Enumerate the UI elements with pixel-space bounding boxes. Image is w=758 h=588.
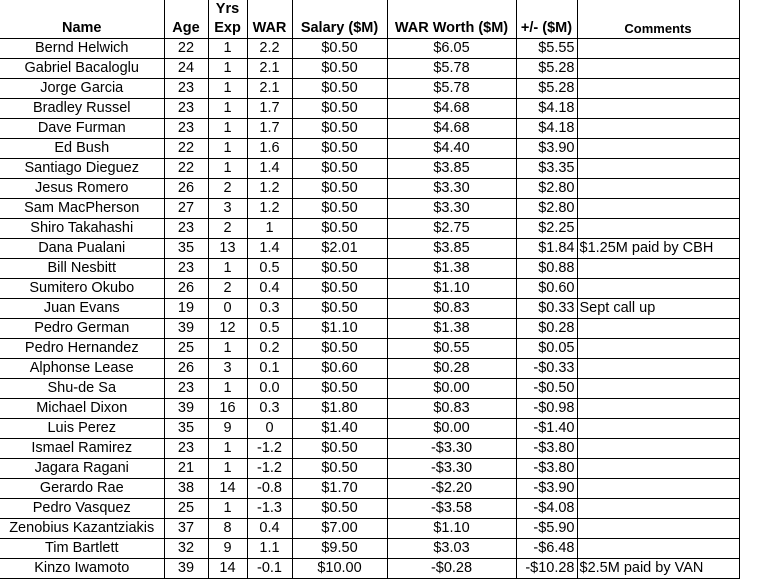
cell-exp[interactable]: 1 [208,439,247,459]
cell-exp[interactable]: 2 [208,279,247,299]
cell-age[interactable]: 23 [164,119,208,139]
cell-war[interactable]: 0.3 [247,299,292,319]
cell-war-worth[interactable]: $1.38 [387,319,516,339]
cell-exp[interactable]: 1 [208,119,247,139]
table-row [0,219,739,239]
cell-exp[interactable]: 1 [208,379,247,399]
cell-salary[interactable]: $0.50 [292,39,387,59]
cell-age[interactable]: 22 [164,139,208,159]
cell-plus-minus[interactable]: $0.88 [516,259,577,279]
cell-comment[interactable]: Sept call up [577,299,739,319]
cell-age[interactable]: 25 [164,499,208,519]
cell-age[interactable]: 24 [164,59,208,79]
cell-war[interactable]: 0.1 [247,359,292,379]
cell-plus-minus[interactable]: -$6.48 [516,539,577,559]
cell-age[interactable]: 39 [164,399,208,419]
cell-war[interactable]: 0.5 [247,319,292,339]
cell-comment[interactable]: $1.25M paid by CBH [577,239,739,259]
table-row [0,259,739,279]
table-row [0,119,739,139]
cell-salary[interactable]: $0.50 [292,339,387,359]
cell-exp[interactable]: 2 [208,219,247,239]
cell-war[interactable]: 0.3 [247,399,292,419]
cell-war[interactable]: 0.4 [247,519,292,539]
cell-comment[interactable] [577,339,739,359]
cell-war[interactable]: 1.1 [247,539,292,559]
cell-exp[interactable]: 8 [208,519,247,539]
cell-age[interactable]: 25 [164,339,208,359]
table-row [0,399,739,419]
cell-war[interactable]: 1.2 [247,199,292,219]
table-row [0,559,739,579]
cell-exp[interactable]: 9 [208,539,247,559]
cell-plus-minus[interactable]: $2.25 [516,219,577,239]
cell-comment[interactable] [577,79,739,99]
cell-exp[interactable]: 14 [208,559,247,579]
table-row [0,459,739,479]
cell-name[interactable]: Pedro German [0,319,164,339]
cell-age[interactable]: 23 [164,439,208,459]
table-row [0,419,739,439]
cell-war-worth[interactable]: $3.85 [387,239,516,259]
cell-plus-minus[interactable]: $0.05 [516,339,577,359]
cell-war[interactable]: 0.4 [247,279,292,299]
cell-name[interactable]: Sumitero Okubo [0,279,164,299]
header-salary[interactable]: Salary ($M) [292,0,387,39]
cell-name[interactable]: Shiro Takahashi [0,219,164,239]
cell-plus-minus[interactable]: $2.80 [516,179,577,199]
table-row [0,359,739,379]
cell-exp[interactable]: 1 [208,159,247,179]
cell-salary[interactable]: $0.50 [292,379,387,399]
cell-comment[interactable] [577,399,739,419]
table-row [0,139,739,159]
cell-war-worth[interactable]: $1.10 [387,279,516,299]
cell-salary[interactable]: $0.50 [292,459,387,479]
cell-comment[interactable] [577,279,739,299]
cell-name[interactable]: Bernd Helwich [0,39,164,59]
cell-age[interactable]: 39 [164,559,208,579]
cell-war[interactable]: 1.4 [247,239,292,259]
cell-comment[interactable] [577,359,739,379]
cell-salary[interactable]: $0.50 [292,499,387,519]
cell-war-worth[interactable]: $0.28 [387,359,516,379]
cell-name[interactable]: Tim Bartlett [0,539,164,559]
cell-comment[interactable] [577,479,739,499]
cell-name[interactable]: Jorge Garcia [0,79,164,99]
cell-war[interactable]: -1.2 [247,439,292,459]
cell-name[interactable]: Kinzo Iwamoto [0,559,164,579]
cell-plus-minus[interactable]: -$3.80 [516,459,577,479]
cell-comment[interactable] [577,259,739,279]
cell-age[interactable]: 37 [164,519,208,539]
cell-name[interactable]: Jagara Ragani [0,459,164,479]
cell-name[interactable]: Michael Dixon [0,399,164,419]
cell-war-worth[interactable]: $3.30 [387,199,516,219]
cell-war-worth[interactable]: $4.40 [387,139,516,159]
cell-war-worth[interactable]: $0.83 [387,299,516,319]
cell-plus-minus[interactable]: $2.80 [516,199,577,219]
cell-war[interactable]: 1 [247,219,292,239]
cell-comment[interactable] [577,99,739,119]
cell-salary[interactable]: $0.50 [292,219,387,239]
cell-age[interactable]: 23 [164,99,208,119]
table-row [0,539,739,559]
cell-war-worth[interactable]: $0.83 [387,399,516,419]
cell-salary[interactable]: $10.00 [292,559,387,579]
cell-name[interactable]: Shu-de Sa [0,379,164,399]
cell-age[interactable]: 27 [164,199,208,219]
cell-age[interactable]: 23 [164,219,208,239]
cell-war[interactable]: 0 [247,419,292,439]
cell-comment[interactable] [577,159,739,179]
cell-war[interactable]: -0.8 [247,479,292,499]
cell-exp[interactable]: 2 [208,179,247,199]
cell-name[interactable]: Pedro Vasquez [0,499,164,519]
cell-war-worth[interactable]: $5.78 [387,79,516,99]
cell-exp[interactable]: 9 [208,419,247,439]
header-war-worth[interactable]: WAR Worth ($M) [387,0,516,39]
cell-age[interactable]: 23 [164,79,208,99]
cell-comment[interactable] [577,459,739,479]
header-comments[interactable]: Comments [577,0,739,39]
cell-salary[interactable]: $0.50 [292,159,387,179]
cell-name[interactable]: Gabriel Bacaloglu [0,59,164,79]
header-war[interactable]: WAR [247,0,292,39]
cell-war-worth[interactable]: $5.78 [387,59,516,79]
cell-war[interactable]: 1.4 [247,159,292,179]
cell-name[interactable]: Gerardo Rae [0,479,164,499]
table-row [0,199,739,219]
cell-plus-minus[interactable]: -$1.40 [516,419,577,439]
cell-exp[interactable]: 0 [208,299,247,319]
cell-plus-minus[interactable]: $3.90 [516,139,577,159]
cell-war[interactable]: 1.7 [247,99,292,119]
cell-salary[interactable]: $2.01 [292,239,387,259]
cell-name[interactable]: Dana Pualani [0,239,164,259]
cell-plus-minus[interactable]: $0.28 [516,319,577,339]
cell-plus-minus[interactable]: -$5.90 [516,519,577,539]
cell-salary[interactable]: $7.00 [292,519,387,539]
cell-war[interactable]: 2.2 [247,39,292,59]
cell-war[interactable]: 2.1 [247,79,292,99]
cell-plus-minus[interactable]: -$4.08 [516,499,577,519]
cell-salary[interactable]: $0.50 [292,259,387,279]
cell-salary[interactable]: $0.50 [292,99,387,119]
cell-comment[interactable] [577,319,739,339]
cell-war-worth[interactable]: $0.00 [387,379,516,399]
cell-salary[interactable]: $0.50 [292,79,387,99]
cell-comment[interactable] [577,519,739,539]
table-row [0,59,739,79]
cell-exp[interactable]: 14 [208,479,247,499]
cell-war-worth[interactable]: $1.10 [387,519,516,539]
cell-war[interactable]: 1.7 [247,119,292,139]
cell-age[interactable]: 21 [164,459,208,479]
cell-name[interactable]: Ed Bush [0,139,164,159]
header-yrs-bottom: Exp [214,20,241,36]
cell-name[interactable]: Luis Perez [0,419,164,439]
cell-age[interactable]: 35 [164,239,208,259]
cell-comment[interactable] [577,379,739,399]
table-row [0,519,739,539]
cell-age[interactable]: 22 [164,39,208,59]
cell-plus-minus[interactable]: $5.55 [516,39,577,59]
cell-plus-minus[interactable]: -$3.90 [516,479,577,499]
cell-war[interactable]: 1.2 [247,179,292,199]
table-row [0,339,739,359]
table-row [0,99,739,119]
cell-exp[interactable]: 1 [208,459,247,479]
cell-salary[interactable]: $0.50 [292,179,387,199]
cell-comment[interactable] [577,179,739,199]
cell-plus-minus[interactable]: $4.18 [516,119,577,139]
cell-age[interactable]: 39 [164,319,208,339]
cell-comment[interactable] [577,199,739,219]
cell-exp[interactable]: 13 [208,239,247,259]
cell-plus-minus[interactable]: $0.33 [516,299,577,319]
cell-war[interactable]: 0.5 [247,259,292,279]
cell-war-worth[interactable]: -$3.58 [387,499,516,519]
table-row [0,239,739,259]
table-row [0,439,739,459]
cell-salary[interactable]: $0.60 [292,359,387,379]
cell-plus-minus[interactable]: -$0.98 [516,399,577,419]
cell-comment[interactable] [577,439,739,459]
cell-comment[interactable]: $2.5M paid by VAN [577,559,739,579]
cell-comment[interactable] [577,139,739,159]
cell-name[interactable]: Bill Nesbitt [0,259,164,279]
cell-salary[interactable]: $0.50 [292,439,387,459]
cell-comment[interactable] [577,39,739,59]
header-yrs-exp[interactable] [208,0,247,39]
cell-war-worth[interactable]: -$3.30 [387,459,516,479]
table-row [0,479,739,499]
cell-war[interactable]: -1.2 [247,459,292,479]
cell-age[interactable]: 22 [164,159,208,179]
cell-name[interactable]: Dave Furman [0,119,164,139]
cell-exp[interactable]: 16 [208,399,247,419]
cell-age[interactable]: 32 [164,539,208,559]
cell-comment[interactable] [577,59,739,79]
cell-exp[interactable]: 1 [208,39,247,59]
header-yrs-top: Yrs [215,1,240,17]
table-row [0,39,739,59]
table-row [0,499,739,519]
cell-plus-minus[interactable]: -$0.33 [516,359,577,379]
cell-name[interactable]: Jesus Romero [0,179,164,199]
cell-name[interactable]: Alphonse Lease [0,359,164,379]
cell-war-worth[interactable]: $3.85 [387,159,516,179]
cell-salary[interactable]: $0.50 [292,279,387,299]
cell-salary[interactable]: $1.10 [292,319,387,339]
table-body [0,39,739,579]
header-age[interactable]: Age [164,0,208,39]
cell-war[interactable]: -1.3 [247,499,292,519]
cell-exp[interactable]: 12 [208,319,247,339]
header-name[interactable]: Name [0,0,164,39]
header-plus-minus[interactable]: +/- ($M) [516,0,577,39]
cell-age[interactable]: 19 [164,299,208,319]
table-row [0,299,739,319]
header-row [0,0,739,39]
cell-exp[interactable]: 3 [208,359,247,379]
cell-war-worth[interactable]: $3.03 [387,539,516,559]
cell-age[interactable]: 26 [164,359,208,379]
cell-war-worth[interactable]: $4.68 [387,119,516,139]
cell-war-worth[interactable]: -$0.28 [387,559,516,579]
cell-salary[interactable]: $9.50 [292,539,387,559]
cell-war[interactable]: 1.6 [247,139,292,159]
cell-salary[interactable]: $1.70 [292,479,387,499]
cell-exp[interactable]: 1 [208,79,247,99]
cell-name[interactable]: Ismael Ramirez [0,439,164,459]
cell-salary[interactable]: $0.50 [292,199,387,219]
cell-name[interactable]: Juan Evans [0,299,164,319]
cell-salary[interactable]: $0.50 [292,299,387,319]
cell-salary[interactable]: $0.50 [292,119,387,139]
cell-exp[interactable]: 1 [208,259,247,279]
cell-age[interactable]: 23 [164,379,208,399]
cell-war-worth[interactable]: -$3.30 [387,439,516,459]
cell-war[interactable]: 0.2 [247,339,292,359]
cell-exp[interactable]: 1 [208,499,247,519]
cell-exp[interactable]: 1 [208,59,247,79]
table-row [0,279,739,299]
cell-exp[interactable]: 1 [208,139,247,159]
cell-comment[interactable] [577,219,739,239]
cell-war-worth[interactable]: $0.00 [387,419,516,439]
cell-age[interactable]: 26 [164,279,208,299]
cell-name[interactable]: Sam MacPherson [0,199,164,219]
table-row [0,319,739,339]
table-row [0,179,739,199]
cell-exp[interactable]: 1 [208,339,247,359]
cell-salary[interactable]: $0.50 [292,59,387,79]
table-row [0,379,739,399]
cell-war-worth[interactable]: $0.55 [387,339,516,359]
cell-war[interactable]: 0.0 [247,379,292,399]
cell-age[interactable]: 23 [164,259,208,279]
cell-exp[interactable]: 1 [208,99,247,119]
cell-plus-minus[interactable]: $1.84 [516,239,577,259]
cell-war[interactable]: -0.1 [247,559,292,579]
cell-age[interactable]: 35 [164,419,208,439]
cell-plus-minus[interactable]: $3.35 [516,159,577,179]
cell-war[interactable]: 2.1 [247,59,292,79]
cell-war-worth[interactable]: $3.30 [387,179,516,199]
cell-war-worth[interactable]: $1.38 [387,259,516,279]
cell-name[interactable]: Santiago Dieguez [0,159,164,179]
cell-plus-minus[interactable]: $5.28 [516,59,577,79]
cell-war-worth[interactable]: -$2.20 [387,479,516,499]
table-row [0,79,739,99]
cell-age[interactable]: 38 [164,479,208,499]
cell-comment[interactable] [577,539,739,559]
cell-name[interactable]: Pedro Hernandez [0,339,164,359]
cell-plus-minus[interactable]: -$10.28 [516,559,577,579]
cell-comment[interactable] [577,419,739,439]
table-row [0,159,739,179]
cell-exp[interactable]: 3 [208,199,247,219]
cell-plus-minus[interactable]: $5.28 [516,79,577,99]
cell-age[interactable]: 26 [164,179,208,199]
cell-war-worth[interactable]: $2.75 [387,219,516,239]
cell-salary[interactable]: $1.80 [292,399,387,419]
cell-comment[interactable] [577,119,739,139]
cell-war-worth[interactable]: $6.05 [387,39,516,59]
cell-name[interactable]: Bradley Russel [0,99,164,119]
cell-salary[interactable]: $0.50 [292,139,387,159]
cell-war-worth[interactable]: $4.68 [387,99,516,119]
cell-plus-minus[interactable]: $4.18 [516,99,577,119]
cell-comment[interactable] [577,499,739,519]
cell-plus-minus[interactable]: -$0.50 [516,379,577,399]
cell-plus-minus[interactable]: -$3.80 [516,439,577,459]
cell-salary[interactable]: $1.40 [292,419,387,439]
cell-plus-minus[interactable]: $0.60 [516,279,577,299]
cell-name[interactable]: Zenobius Kazantziakis [0,519,164,539]
